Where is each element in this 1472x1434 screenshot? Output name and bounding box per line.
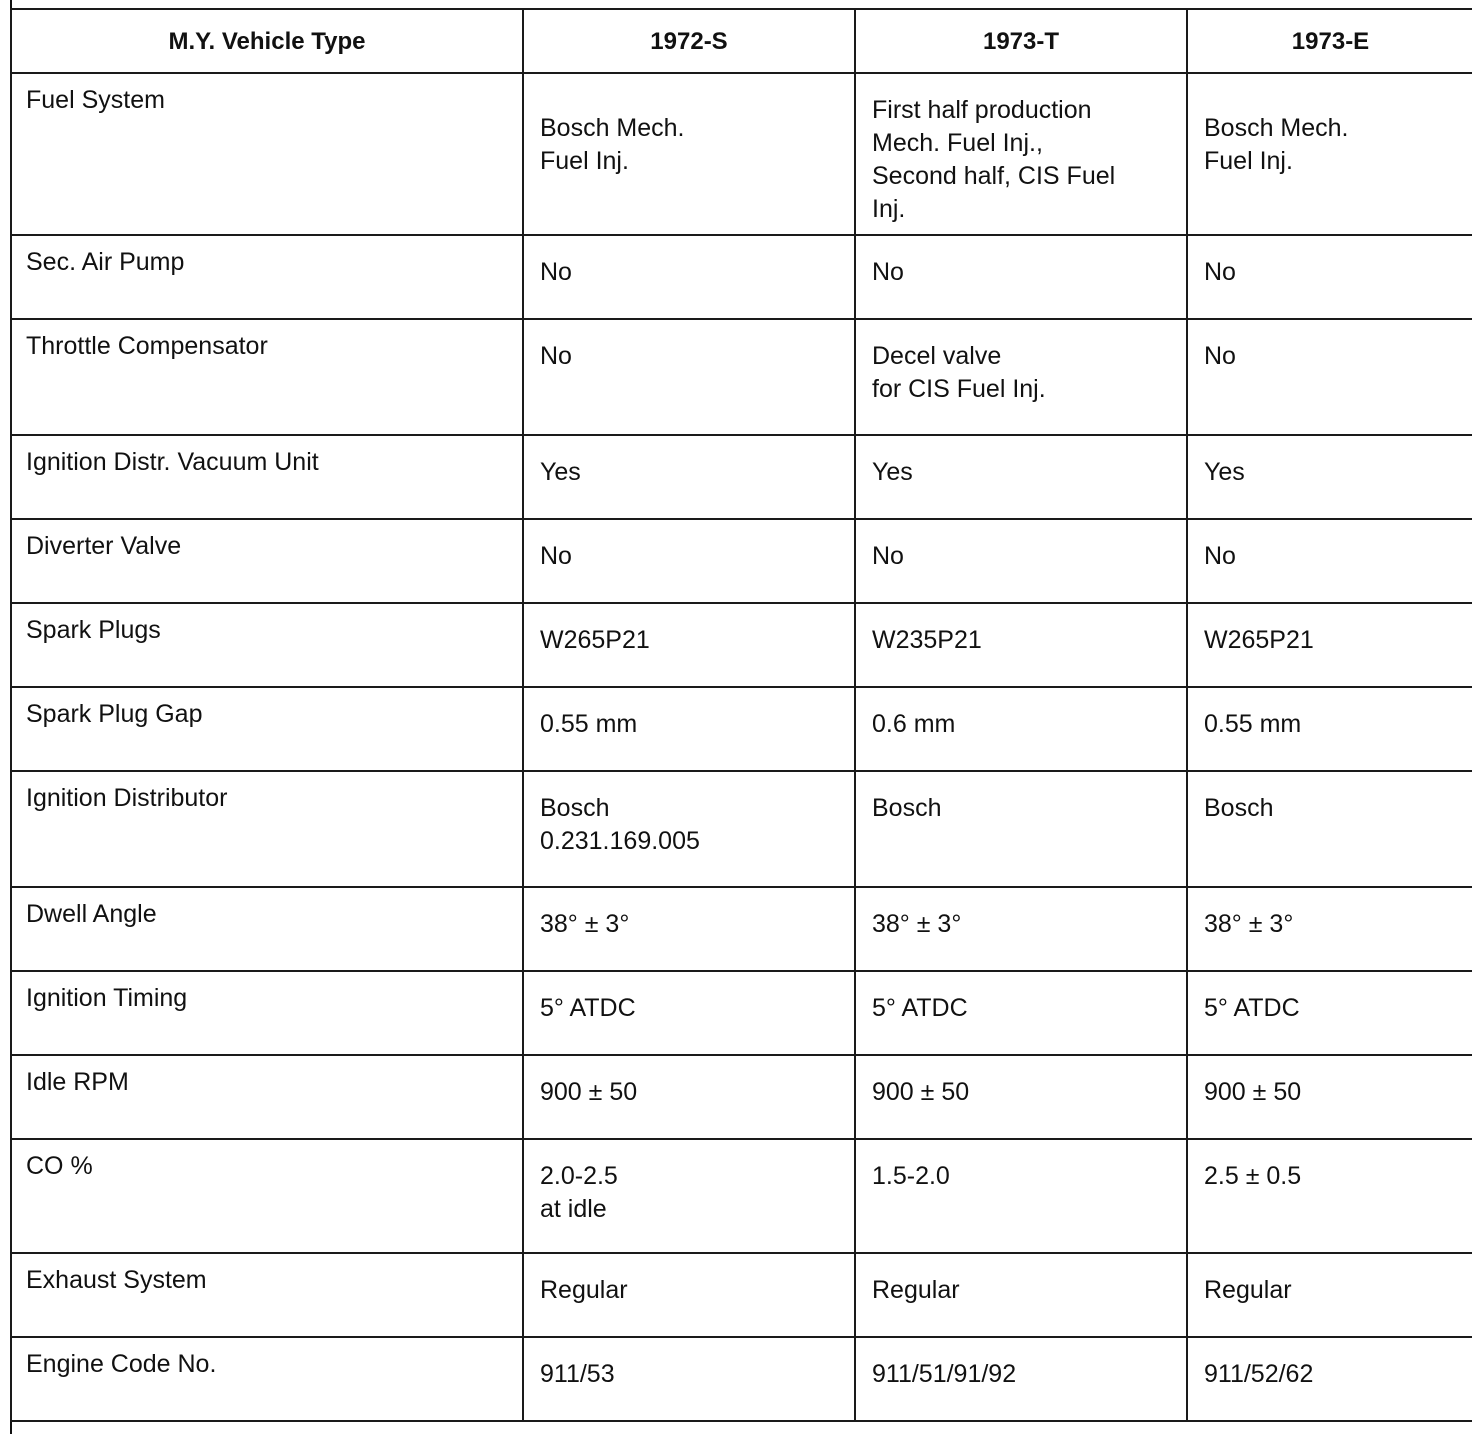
cell-1972-s: [523, 435, 855, 519]
row-label-cell: [11, 887, 523, 971]
cell-1972-s: [523, 73, 855, 235]
cell-value: Yes: [872, 458, 913, 486]
table-row: [11, 603, 1472, 687]
row-label: Dwell Angle: [26, 900, 157, 928]
cell-1972-s: [523, 1253, 855, 1337]
cell-1972-s: [523, 319, 855, 435]
cell-value: 911/53: [540, 1360, 615, 1388]
cell-1973-t: [855, 1253, 1187, 1337]
cell-1973-t: [855, 771, 1187, 887]
cell-value: 38° ± 3°: [540, 910, 630, 938]
cell-1973-t: [855, 1055, 1187, 1139]
cell-1973-e: [1187, 519, 1472, 603]
cell-1972-s: [523, 771, 855, 887]
cell-value: Yes: [540, 458, 581, 486]
cell-value: No: [540, 342, 572, 370]
cell-value: 38° ± 3°: [1204, 910, 1294, 938]
row-label: Ignition Distributor: [26, 784, 228, 812]
cell-1973-e: [1187, 887, 1472, 971]
cell-value: No: [540, 258, 572, 286]
table-row: [11, 771, 1472, 887]
cell-value: 900 ± 50: [1204, 1078, 1302, 1106]
cell-value: No: [872, 258, 904, 286]
cell-1973-e: [1187, 1055, 1472, 1139]
row-label: Diverter Valve: [26, 532, 182, 560]
cell-value: 2.0-2.5 at idle: [540, 1162, 618, 1223]
row-label: Ignition Timing: [26, 984, 188, 1012]
row-label-cell: [11, 235, 523, 319]
table-row: [11, 887, 1472, 971]
header-1973-e: 1973-E: [1187, 9, 1472, 73]
table-row: [11, 519, 1472, 603]
cell-1973-e: [1187, 687, 1472, 771]
row-label-cell: [11, 687, 523, 771]
cell-1973-t: [855, 73, 1187, 235]
row-label: Idle RPM: [26, 1068, 129, 1096]
table-row: [11, 1055, 1472, 1139]
row-label: Exhaust System: [26, 1266, 207, 1294]
cell-1973-t: [855, 235, 1187, 319]
cell-1972-s: [523, 687, 855, 771]
row-label-cell: [11, 1337, 523, 1421]
cell-value: No: [872, 542, 904, 570]
cell-1973-e: [1187, 971, 1472, 1055]
cell-value: 0.55 mm: [1204, 710, 1302, 738]
row-label-cell: [11, 519, 523, 603]
cell-1973-e: [1187, 603, 1472, 687]
row-label: CO %: [26, 1152, 93, 1180]
row-label: Throttle Compensator: [26, 332, 268, 360]
header-1972-s: 1972-S: [523, 9, 855, 73]
cell-1973-t: [855, 603, 1187, 687]
cell-value: 900 ± 50: [872, 1078, 970, 1106]
header-vehicle-type: M.Y. Vehicle Type: [11, 9, 523, 73]
cell-value: W265P21: [540, 626, 650, 654]
cell-1973-t: [855, 687, 1187, 771]
cell-1973-t: [855, 1139, 1187, 1253]
row-label-cell: [11, 73, 523, 235]
cell-1973-e: [1187, 235, 1472, 319]
cell-1973-e: [1187, 435, 1472, 519]
cell-1972-s: [523, 235, 855, 319]
cell-1972-s: [523, 1055, 855, 1139]
cell-1973-t: [855, 971, 1187, 1055]
cell-value: First half production Mech. Fuel Inj., Second half, CIS Fuel Inj.: [872, 96, 1116, 223]
cell-1972-s: [523, 887, 855, 971]
row-label-cell: [11, 319, 523, 435]
cell-value: 38° ± 3°: [872, 910, 962, 938]
cell-value: Bosch 0.231.169.005: [540, 794, 700, 855]
row-label: Spark Plugs: [26, 616, 161, 644]
cell-1972-s: [523, 971, 855, 1055]
table-row: [11, 1337, 1472, 1421]
cell-1973-t: [855, 435, 1187, 519]
cell-value: 5° ATDC: [872, 994, 968, 1022]
cell-1973-t: [855, 1337, 1187, 1421]
cell-1973-e: [1187, 771, 1472, 887]
row-label: Ignition Distr. Vacuum Unit: [26, 448, 319, 476]
row-label-cell: [11, 1253, 523, 1337]
cell-value: Regular: [540, 1276, 628, 1304]
table-row: [11, 435, 1472, 519]
row-label-cell: [11, 771, 523, 887]
cell-value: No: [1204, 542, 1236, 570]
row-label-cell: [11, 1139, 523, 1253]
row-label: Fuel System: [26, 86, 165, 114]
cell-value: W265P21: [1204, 626, 1314, 654]
row-label-cell: [11, 1055, 523, 1139]
row-label-cell: [11, 435, 523, 519]
cell-value: W235P21: [872, 626, 982, 654]
cell-value: No: [540, 542, 572, 570]
row-label: Sec. Air Pump: [26, 248, 185, 276]
cell-value: Bosch Mech. Fuel Inj.: [1204, 114, 1349, 175]
table-row: [11, 319, 1472, 435]
cell-value: Bosch Mech. Fuel Inj.: [540, 114, 685, 175]
header-row: [11, 9, 1472, 73]
header-1973-t: 1973-T: [855, 9, 1187, 73]
vehicle-spec-table: [10, 8, 1472, 1422]
cell-value: 0.55 mm: [540, 710, 638, 738]
cell-1972-s: [523, 1337, 855, 1421]
cell-1972-s: [523, 1139, 855, 1253]
cell-value: Yes: [1204, 458, 1245, 486]
cell-value: 911/52/62: [1204, 1360, 1314, 1388]
cell-value: Bosch: [872, 794, 942, 822]
cell-1972-s: [523, 519, 855, 603]
cell-value: Regular: [1204, 1276, 1292, 1304]
cell-value: Bosch: [1204, 794, 1274, 822]
table-row: [11, 971, 1472, 1055]
cell-value: 1.5-2.0: [872, 1162, 950, 1190]
cell-value: 2.5 ± 0.5: [1204, 1162, 1302, 1190]
cell-value: Regular: [872, 1276, 960, 1304]
cell-1973-e: [1187, 73, 1472, 235]
row-label: Engine Code No.: [26, 1350, 217, 1378]
cell-value: No: [1204, 258, 1236, 286]
table-row: [11, 687, 1472, 771]
cell-1972-s: [523, 603, 855, 687]
row-label: Spark Plug Gap: [26, 700, 203, 728]
table-row: [11, 1253, 1472, 1337]
cell-1973-e: [1187, 1337, 1472, 1421]
cell-1973-e: [1187, 319, 1472, 435]
table-row: [11, 235, 1472, 319]
row-label-cell: [11, 603, 523, 687]
cell-value: 5° ATDC: [1204, 994, 1300, 1022]
row-label-cell: [11, 971, 523, 1055]
cell-1973-e: [1187, 1139, 1472, 1253]
cell-value: 5° ATDC: [540, 994, 636, 1022]
table-row: [11, 73, 1472, 235]
table-row: [11, 1139, 1472, 1253]
cell-1973-t: [855, 887, 1187, 971]
cell-value: No: [1204, 342, 1236, 370]
cell-value: Decel valve for CIS Fuel Inj.: [872, 342, 1046, 403]
cell-1973-t: [855, 319, 1187, 435]
cell-value: 900 ± 50: [540, 1078, 638, 1106]
cell-1973-t: [855, 519, 1187, 603]
cell-1973-e: [1187, 1253, 1472, 1337]
cell-value: 0.6 mm: [872, 710, 956, 738]
cell-value: 911/51/91/92: [872, 1360, 1017, 1388]
